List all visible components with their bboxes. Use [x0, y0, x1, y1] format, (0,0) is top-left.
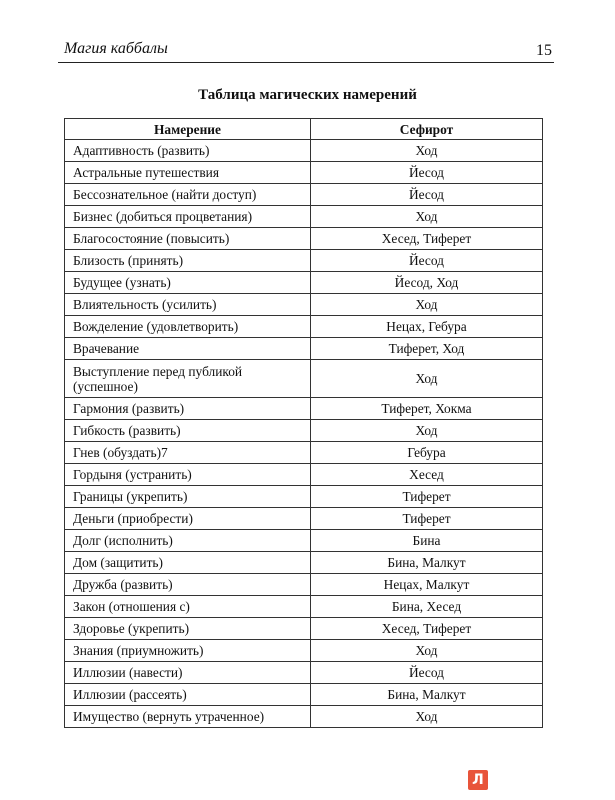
sefirot-cell: Нецах, Гебура [311, 316, 543, 338]
table-row [65, 398, 543, 420]
intention-cell: Благосостояние (повысить) [65, 228, 311, 250]
litres-logo-icon: Л [468, 770, 488, 790]
table-row [65, 184, 543, 206]
table-row [65, 574, 543, 596]
column-header-intention: Намерение [65, 119, 311, 140]
intention-cell: Гармония (развить) [65, 398, 311, 420]
table-row [65, 316, 543, 338]
sefirot-cell: Хесед [311, 464, 543, 486]
intention-cell: Вожделение (удовлетворить) [65, 316, 311, 338]
table-row [65, 360, 543, 398]
sefirot-cell: Ход [311, 420, 543, 442]
table-row [65, 206, 543, 228]
column-header-sefirot: Сефирот [311, 119, 543, 140]
intention-cell: Влиятельность (усилить) [65, 294, 311, 316]
table-row [65, 272, 543, 294]
sefirot-cell: Ход [311, 140, 543, 162]
table-row [65, 706, 543, 728]
table-row [65, 530, 543, 552]
sefirot-cell: Бина, Хесед [311, 596, 543, 618]
sefirot-cell: Йесод [311, 162, 543, 184]
table-row [65, 250, 543, 272]
sefirot-cell: Тиферет, Хокма [311, 398, 543, 420]
intention-cell: Астральные путешествия [65, 162, 311, 184]
sefirot-cell: Гебура [311, 442, 543, 464]
table-row [65, 140, 543, 162]
table-row [65, 552, 543, 574]
intention-cell: Гордыня (устранить) [65, 464, 311, 486]
intention-cell: Здоровье (укрепить) [65, 618, 311, 640]
table-row [65, 618, 543, 640]
intention-cell: Границы (укрепить) [65, 486, 311, 508]
intention-cell: Долг (исполнить) [65, 530, 311, 552]
sefirot-cell: Бина, Малкут [311, 684, 543, 706]
table-row [65, 294, 543, 316]
table-row [65, 684, 543, 706]
sefirot-cell: Йесод [311, 662, 543, 684]
intention-cell: Адаптивность (развить) [65, 140, 311, 162]
sefirot-cell: Нецах, Малкут [311, 574, 543, 596]
intention-cell: Гибкость (развить) [65, 420, 311, 442]
intention-cell: Бизнес (добиться процветания) [65, 206, 311, 228]
sefirot-cell: Бина [311, 530, 543, 552]
table-row [65, 596, 543, 618]
sefirot-cell: Йесод [311, 184, 543, 206]
intention-cell: Близость (принять) [65, 250, 311, 272]
table-header-row [65, 119, 543, 140]
intentions-table [64, 118, 543, 728]
page-number: 15 [536, 42, 552, 59]
table-row [65, 228, 543, 250]
sefirot-cell: Ход [311, 294, 543, 316]
intention-cell: Выступление перед публикой (успешное) [65, 360, 311, 398]
sefirot-cell: Тиферет [311, 486, 543, 508]
intention-cell: Гнев (обуздать)7 [65, 442, 311, 464]
table-row [65, 640, 543, 662]
running-title: Магия каббалы [64, 40, 168, 57]
table-row [65, 338, 543, 360]
intention-cell: Иллюзии (навести) [65, 662, 311, 684]
sefirot-cell: Йесод [311, 250, 543, 272]
intention-cell: Знания (приумножить) [65, 640, 311, 662]
intention-cell: Будущее (узнать) [65, 272, 311, 294]
sefirot-cell: Ход [311, 206, 543, 228]
sefirot-cell: Бина, Малкут [311, 552, 543, 574]
table-title: Таблица магических намерений [198, 87, 417, 103]
sefirot-cell: Тиферет [311, 508, 543, 530]
intention-cell: Деньги (приобрести) [65, 508, 311, 530]
table-row [65, 486, 543, 508]
intention-cell: Бессознательное (найти доступ) [65, 184, 311, 206]
intention-cell: Закон (отношения с) [65, 596, 311, 618]
sefirot-cell: Хесед, Тиферет [311, 618, 543, 640]
intention-cell: Дружба (развить) [65, 574, 311, 596]
intention-cell: Иллюзии (рассеять) [65, 684, 311, 706]
sefirot-cell: Ход [311, 640, 543, 662]
table-row [65, 464, 543, 486]
table-row [65, 420, 543, 442]
table-row [65, 508, 543, 530]
sefirot-cell: Йесод, Ход [311, 272, 543, 294]
table-body [65, 140, 543, 728]
intention-cell: Дом (защитить) [65, 552, 311, 574]
table-row [65, 442, 543, 464]
intention-cell: Врачевание [65, 338, 311, 360]
header-rule [58, 62, 554, 63]
table-row [65, 162, 543, 184]
sefirot-cell: Ход [311, 706, 543, 728]
table-row [65, 662, 543, 684]
sefirot-cell: Ход [311, 360, 543, 398]
sefirot-cell: Тиферет, Ход [311, 338, 543, 360]
sefirot-cell: Хесед, Тиферет [311, 228, 543, 250]
intention-cell: Имущество (вернуть утраченное) [65, 706, 311, 728]
